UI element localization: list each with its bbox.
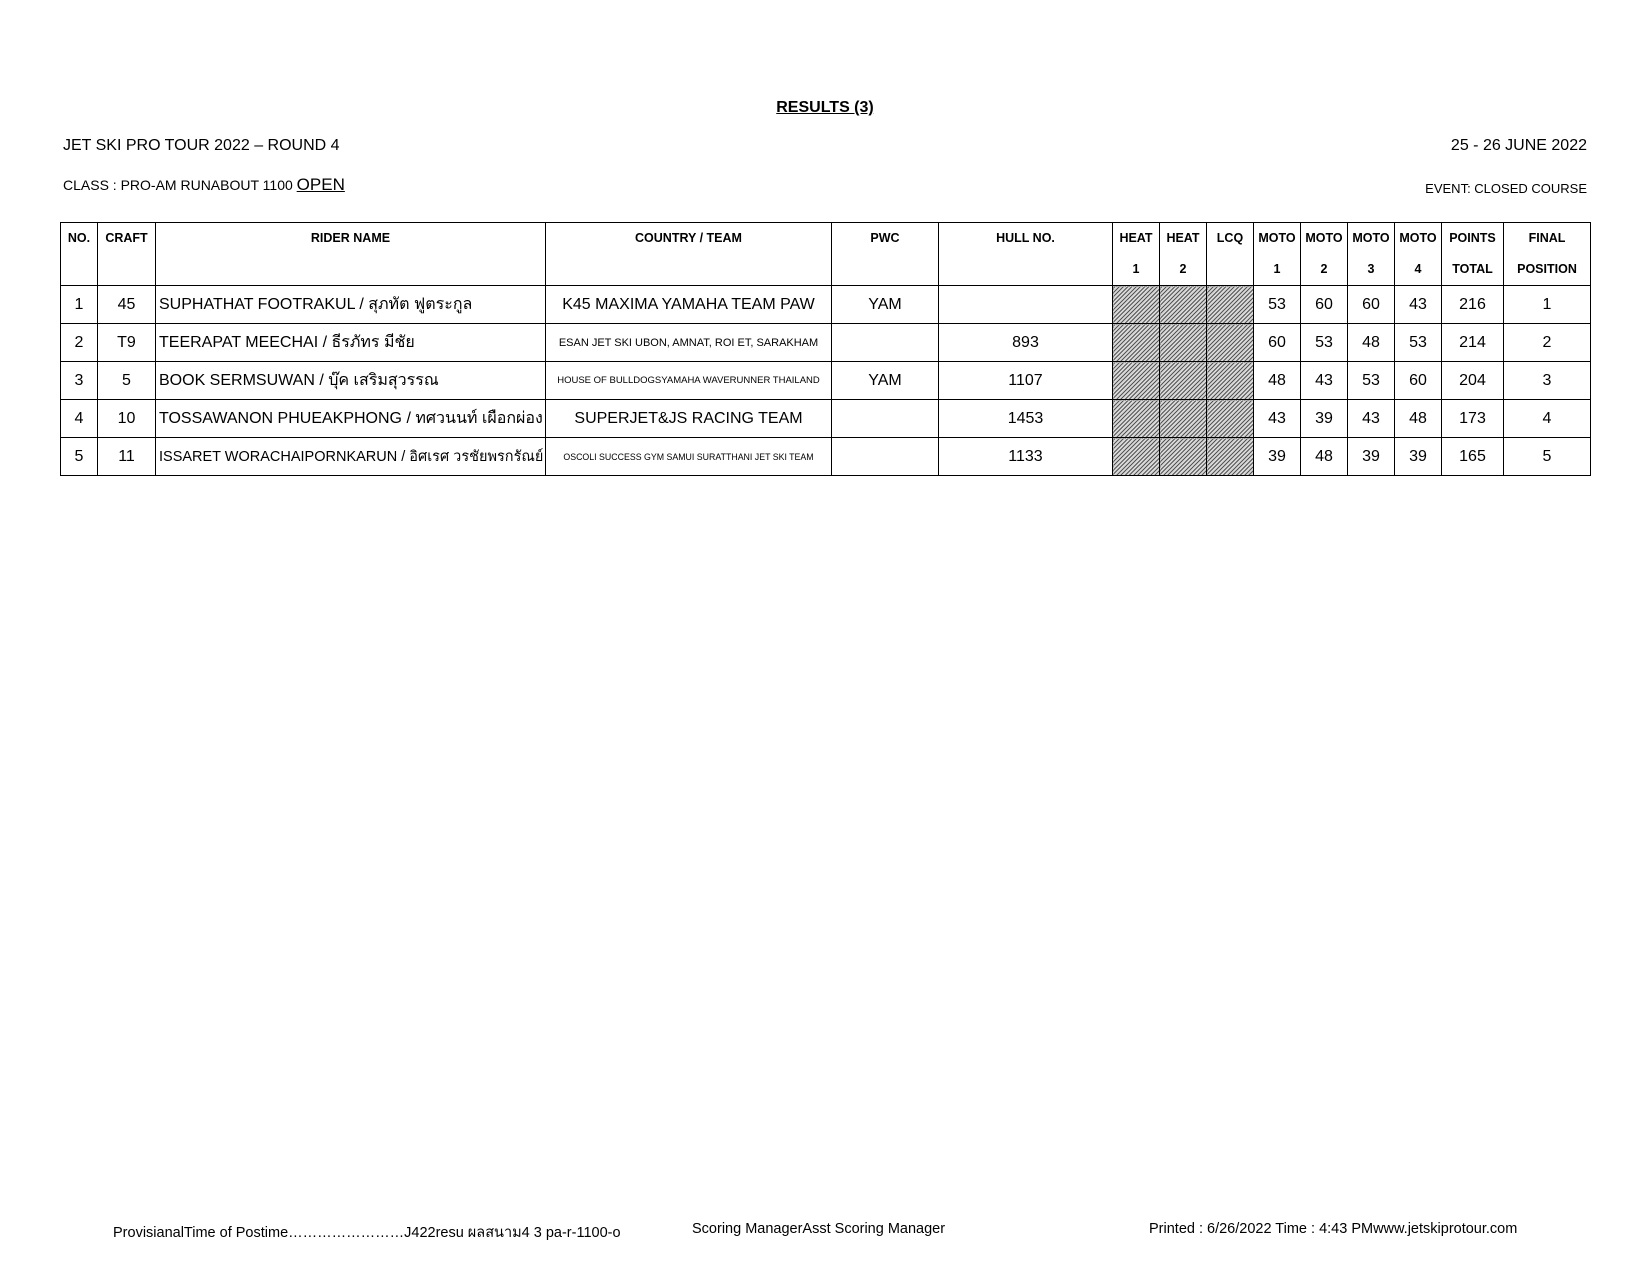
header-craft: CRAFT: [98, 223, 156, 286]
cell-pwc: YAM: [832, 286, 939, 324]
cell-points-total: 216: [1442, 286, 1504, 324]
cell-team: ESAN JET SKI UBON, AMNAT, ROI ET, SARAKHAM: [546, 324, 832, 362]
cell-craft: 11: [98, 438, 156, 476]
cell-hull: 1133: [939, 438, 1113, 476]
cell-team: OSCOLI SUCCESS GYM SAMUI SURATTHANI JET SKI TEAM: [546, 438, 832, 476]
cell-craft: 45: [98, 286, 156, 324]
class-open-label: OPEN: [296, 175, 345, 194]
footer-scoring-manager-text: Scoring ManagerAsst Scoring Manager: [692, 1221, 946, 1237]
cell-lcq-hatched: [1207, 400, 1254, 438]
cell-heat-1-hatched: [1113, 286, 1160, 324]
cell-points-total: 173: [1442, 400, 1504, 438]
cell-moto-4: 60: [1395, 362, 1442, 400]
cell-team: SUPERJET&JS RACING TEAM: [546, 400, 832, 438]
event-name: JET SKI PRO TOUR 2022 – ROUND 4: [63, 137, 340, 154]
cell-heat-2-hatched: [1160, 438, 1207, 476]
cell-moto-4: 53: [1395, 324, 1442, 362]
cell-heat-1-hatched: [1113, 362, 1160, 400]
header-lcq: LCQ: [1207, 223, 1254, 286]
header-moto-1: MOTO 1: [1254, 223, 1301, 286]
cell-rider-name: TEERAPAT MEECHAI / ธีรภัทร มีชัย: [156, 324, 546, 362]
event-type: EVENT: CLOSED COURSE: [1425, 181, 1587, 196]
cell-lcq-hatched: [1207, 286, 1254, 324]
cell-points-total: 165: [1442, 438, 1504, 476]
cell-lcq-hatched: [1207, 438, 1254, 476]
cell-lcq-hatched: [1207, 362, 1254, 400]
class-label: CLASS : PRO-AM RUNABOUT 1100: [63, 177, 297, 193]
cell-heat-2-hatched: [1160, 324, 1207, 362]
cell-moto-3: 48: [1348, 324, 1395, 362]
header-heat-1: HEAT 1: [1113, 223, 1160, 286]
cell-moto-2: 48: [1301, 438, 1348, 476]
table-row: [61, 400, 1591, 438]
event-date: 25 - 26 JUNE 2022: [1450, 137, 1587, 154]
header-rider-name: RIDER NAME: [156, 223, 546, 286]
cell-hull: 1107: [939, 362, 1113, 400]
cell-moto-2: 39: [1301, 400, 1348, 438]
class-line: [63, 175, 345, 195]
cell-rider-name: SUPHATHAT FOOTRAKUL / สุภทัต ฟูตระกูล: [156, 286, 546, 324]
cell-moto-1: 48: [1254, 362, 1301, 400]
table-header-row: [61, 223, 1591, 286]
cell-final-position: 2: [1504, 324, 1591, 362]
cell-moto-3: 53: [1348, 362, 1395, 400]
cell-moto-2: 43: [1301, 362, 1348, 400]
document-title: RESULTS (3): [776, 99, 874, 116]
cell-points-total: 204: [1442, 362, 1504, 400]
cell-heat-1-hatched: [1113, 438, 1160, 476]
cell-moto-4: 39: [1395, 438, 1442, 476]
cell-no: 4: [61, 400, 98, 438]
table-row: [61, 438, 1591, 476]
cell-heat-1-hatched: [1113, 400, 1160, 438]
cell-craft: T9: [98, 324, 156, 362]
cell-rider-name: TOSSAWANON PHUEAKPHONG / ทศวนนท์ เผือกผ่อง: [156, 400, 546, 438]
cell-moto-2: 53: [1301, 324, 1348, 362]
footer-printed-text: Printed : 6/26/2022 Time : 4:43 PMwww.jetskiprotour.com: [1149, 1221, 1518, 1237]
cell-final-position: 5: [1504, 438, 1591, 476]
cell-craft: 5: [98, 362, 156, 400]
cell-pwc: [832, 438, 939, 476]
cell-final-position: 4: [1504, 400, 1591, 438]
cell-final-position: 1: [1504, 286, 1591, 324]
cell-moto-3: 43: [1348, 400, 1395, 438]
cell-final-position: 3: [1504, 362, 1591, 400]
cell-heat-2-hatched: [1160, 400, 1207, 438]
cell-heat-2-hatched: [1160, 362, 1207, 400]
cell-hull: 893: [939, 324, 1113, 362]
header-hull-no: HULL NO.: [939, 223, 1113, 286]
results-table: [60, 222, 1591, 476]
cell-rider-name: BOOK SERMSUWAN / บุ๊ค เสริมสุวรรณ: [156, 362, 546, 400]
cell-no: 5: [61, 438, 98, 476]
header-heat-2: HEAT 2: [1160, 223, 1207, 286]
table-row: [61, 324, 1591, 362]
header-no: NO.: [61, 223, 98, 286]
cell-hull: [939, 286, 1113, 324]
cell-moto-4: 48: [1395, 400, 1442, 438]
cell-heat-1-hatched: [1113, 324, 1160, 362]
header-pwc: PWC: [832, 223, 939, 286]
cell-team: K45 MAXIMA YAMAHA TEAM PAW: [546, 286, 832, 324]
cell-moto-2: 60: [1301, 286, 1348, 324]
cell-moto-3: 60: [1348, 286, 1395, 324]
cell-no: 1: [61, 286, 98, 324]
cell-moto-1: 53: [1254, 286, 1301, 324]
cell-pwc: YAM: [832, 362, 939, 400]
cell-moto-1: 39: [1254, 438, 1301, 476]
cell-no: 2: [61, 324, 98, 362]
cell-heat-2-hatched: [1160, 286, 1207, 324]
footer-provisional-text: ProvisianalTime of Postime……………………J422resu ผลสนาม4 3 pa-r-1100-o: [113, 1225, 621, 1241]
table-row: [61, 286, 1591, 324]
header-points-total: POINTS TOTAL: [1442, 223, 1504, 286]
cell-pwc: [832, 400, 939, 438]
header-moto-4: MOTO 4: [1395, 223, 1442, 286]
header-moto-2: MOTO 2: [1301, 223, 1348, 286]
header-moto-3: MOTO 3: [1348, 223, 1395, 286]
cell-no: 3: [61, 362, 98, 400]
cell-team: HOUSE OF BULLDOGSYAMAHA WAVERUNNER THAILAND: [546, 362, 832, 400]
cell-craft: 10: [98, 400, 156, 438]
cell-points-total: 214: [1442, 324, 1504, 362]
cell-moto-1: 60: [1254, 324, 1301, 362]
cell-moto-3: 39: [1348, 438, 1395, 476]
cell-moto-1: 43: [1254, 400, 1301, 438]
cell-lcq-hatched: [1207, 324, 1254, 362]
header-final-position: FINAL POSITION: [1504, 223, 1591, 286]
cell-hull: 1453: [939, 400, 1113, 438]
cell-rider-name: ISSARET WORACHAIPORNKARUN / อิศเรศ วรชัยพรกรัณย์: [156, 438, 546, 476]
cell-pwc: [832, 324, 939, 362]
table-row: [61, 362, 1591, 400]
header-country-team: COUNTRY / TEAM: [546, 223, 832, 286]
cell-moto-4: 43: [1395, 286, 1442, 324]
